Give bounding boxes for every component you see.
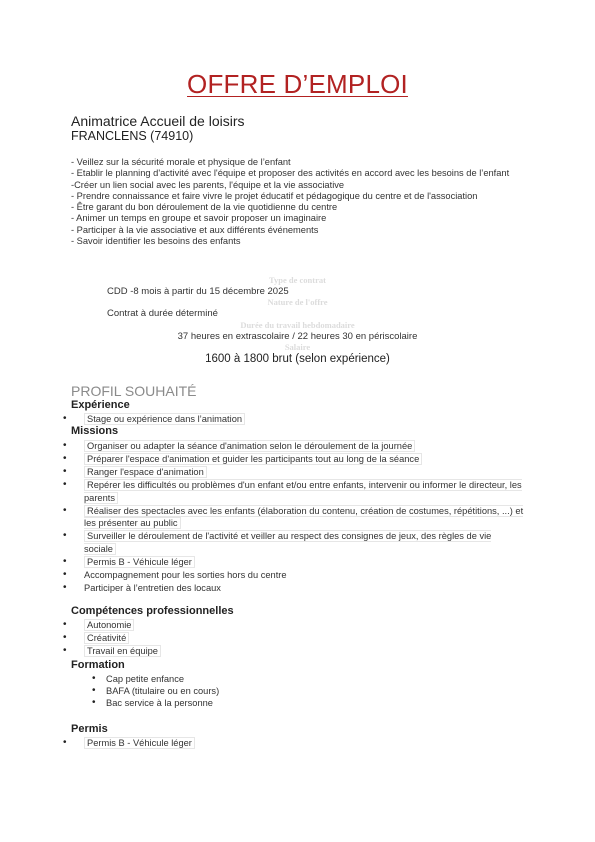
list-item: • Cap petite enfance: [106, 673, 406, 685]
list-item: • Ranger l'espace d'animation: [84, 466, 524, 479]
task-line: - Participer à la vie associative et aux différents événements: [71, 224, 319, 235]
list-item: • Participer à l’entretien des locaux: [84, 582, 524, 595]
offer-nature-label: Nature de l'offre: [267, 297, 328, 307]
contract-type-value: CDD -8 mois à partir du 15 décembre 2025: [107, 286, 289, 297]
job-location: FRANCLENS (74910): [71, 129, 194, 143]
skills-heading: Compétences professionnelles: [71, 605, 234, 617]
list-item: • Bac service à la personne: [106, 697, 406, 709]
skills-list: [84, 619, 384, 658]
list-item: • Préparer l'espace d'animation et guider les participants tout au long de la séance: [84, 453, 524, 466]
list-item: • Autonomie: [84, 619, 384, 632]
list-item: • BAFA (titulaire ou en cours): [106, 685, 406, 697]
task-line: - Animer un temps en groupe et savoir proposer un imaginaire: [71, 213, 327, 224]
missions-list: [84, 440, 524, 595]
page-title: OFFRE D’EMPLOI: [187, 69, 408, 99]
list-item: • Travail en équipe: [84, 645, 384, 658]
salary-label: Salaire: [284, 342, 311, 352]
task-line: - Savoir identifier les besoins des enfants: [71, 236, 241, 247]
task-line: - Veillez sur la sécurité morale et physique de l’enfant: [71, 157, 291, 167]
list-item: • Permis B - Véhicule léger: [84, 556, 524, 569]
list-item: • Organiser ou adapter la séance d'animation selon le déroulement de la journée: [84, 440, 524, 453]
list-item: • Surveiller le déroulement de l'activité et veiller au respect des consignes de jeux, des règles de vie sociale: [84, 530, 524, 556]
list-item: • Stage ou expérience dans l’animation: [84, 413, 544, 426]
weekly-hours-value: 37 heures en extrascolaire / 22 heures 30 en périscolaire: [177, 331, 418, 342]
list-item: • Permis B - Véhicule léger: [84, 737, 384, 750]
task-line: - Être garant du bon déroulement de la vie quotidienne du centre: [71, 202, 338, 213]
list-item: • Réaliser des spectacles avec les enfants (élaboration du contenu, création de costumes, répétitions, ...) et les présenter au public: [84, 505, 524, 531]
license-list: [84, 737, 384, 750]
list-item: • Accompagnement pour les sorties hors du centre: [84, 569, 524, 582]
experience-heading: Expérience: [71, 399, 130, 411]
task-line: -Créer un lien social avec les parents, l'équipe et la vie associative: [71, 179, 345, 190]
task-line: - Etablir le planning d'activité avec l'équipe et proposer des activités en accord avec les besoins de l’enfant: [71, 168, 510, 179]
training-heading: Formation: [71, 659, 125, 671]
salary-value: 1600 à 1800 brut (selon expérience): [205, 353, 390, 365]
task-list: [71, 157, 541, 247]
missions-heading: Missions: [71, 425, 119, 437]
list-item: • Créativité: [84, 632, 384, 645]
task-line: - Prendre connaissance et faire vivre le projet éducatif et pédagogique du centre et de l'association: [71, 190, 478, 201]
experience-list: [84, 413, 544, 426]
weekly-hours-label: Durée du travail hebdomadaire: [240, 320, 355, 330]
list-item: • Repérer les difficultés ou problèmes d'un enfant et/ou entre enfants, intervenir ou informer le directeur, les parents: [84, 479, 524, 505]
offer-nature-value: Contrat à durée déterminé: [107, 308, 218, 319]
profile-heading: PROFIL SOUHAITÉ: [71, 383, 197, 399]
license-heading: Permis: [71, 723, 108, 735]
contract-type-label: Type de contrat: [269, 275, 326, 285]
training-list: [106, 673, 406, 709]
job-title: Animatrice Accueil de loisirs: [71, 113, 245, 129]
